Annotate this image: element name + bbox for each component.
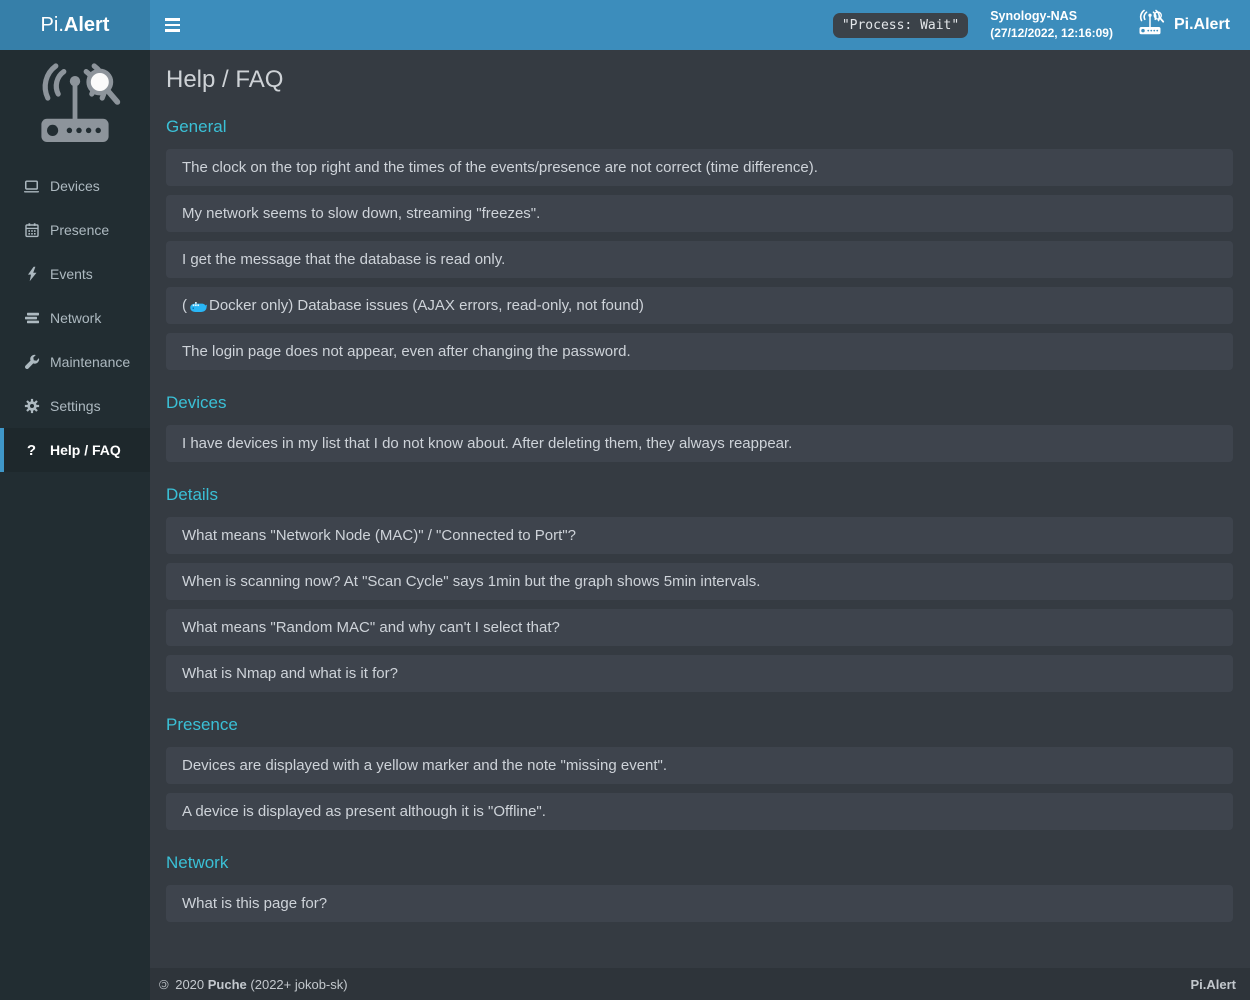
sidebar-item-network[interactable] <box>0 296 150 340</box>
section-heading-network: Network <box>166 853 229 872</box>
laptop-icon <box>23 178 40 195</box>
brand-suffix: Alert <box>63 13 110 36</box>
faq-sections <box>166 117 1233 922</box>
sidebar-toggle-hamburger-icon[interactable] <box>165 0 189 50</box>
faq-item-text: What is this page for? <box>182 895 328 912</box>
faq-item[interactable] <box>166 517 1233 554</box>
top-navbar <box>0 0 1250 50</box>
footer-extra: (2022+ jokob-sk) <box>250 976 348 992</box>
question-icon: ? <box>26 441 37 459</box>
header-pialert-label: Pi.Alert <box>1173 16 1230 33</box>
main-content <box>150 50 1250 968</box>
faq-item-text: When is scanning now? At "Scan Cycle" says 1min but the graph shows 5min intervals. <box>182 573 761 590</box>
sidebar-item-maintenance[interactable] <box>0 340 150 384</box>
navbar-main <box>150 0 1250 50</box>
pialert-router-icon <box>1135 9 1165 42</box>
header-brand-logo[interactable] <box>0 0 150 50</box>
sidebar-item-label: Events <box>50 266 93 282</box>
faq-item[interactable] <box>166 563 1233 600</box>
sidebar-item-events[interactable] <box>0 252 150 296</box>
faq-item[interactable] <box>166 333 1233 370</box>
sidebar-item-label: Settings <box>50 398 101 414</box>
faq-item-text: Docker only) Database issues (AJAX errors, read-only, not found) <box>209 297 644 314</box>
faq-item-text: What is Nmap and what is it for? <box>182 665 398 682</box>
sidebar-item-help-faq[interactable] <box>0 428 150 472</box>
stream-icon <box>23 310 40 327</box>
docker-whale-icon <box>189 300 207 314</box>
faq-item[interactable] <box>166 287 1233 324</box>
header-pialert-link[interactable] <box>1135 9 1235 42</box>
sidebar-item-settings[interactable] <box>0 384 150 428</box>
copyleft-icon: © <box>159 976 169 992</box>
navbar-right <box>833 8 1235 41</box>
gear-icon <box>23 398 40 415</box>
wrench-icon <box>23 354 40 371</box>
faq-item-text: I have devices in my list that I do not know about. After deleting them, they always reappear. <box>182 435 793 452</box>
sidebar <box>0 50 150 1000</box>
pialert-logo-image <box>0 50 150 158</box>
footer-author-link[interactable]: Puche <box>207 976 247 992</box>
faq-item[interactable] <box>166 747 1233 784</box>
faq-item-text: The clock on the top right and the times of the events/presence are not correct (time difference). <box>182 159 818 176</box>
faq-item-text: ( <box>182 297 187 314</box>
sidebar-item-label: Presence <box>50 222 110 238</box>
section-heading-presence: Presence <box>166 715 238 734</box>
host-time: (27/12/2022, 12:16:09) <box>990 26 1113 41</box>
sidebar-item-label: Help / FAQ <box>50 442 121 458</box>
sidebar-item-label: Devices <box>50 178 100 194</box>
faq-item[interactable] <box>166 609 1233 646</box>
sidebar-menu <box>0 164 150 472</box>
page-title: Help / FAQ <box>166 66 284 93</box>
footer-year: 2020 <box>175 976 205 992</box>
faq-item-text: I get the message that the database is read only. <box>182 251 506 268</box>
faq-item[interactable] <box>166 793 1233 830</box>
host-clock-block <box>990 8 1113 41</box>
process-status-badge: "Process: Wait" <box>833 13 968 38</box>
faq-item[interactable] <box>166 425 1233 462</box>
faq-item[interactable] <box>166 885 1233 922</box>
faq-item-text: What means "Random MAC" and why can't I select that? <box>182 619 560 636</box>
footer <box>150 968 1250 1000</box>
calendar-icon <box>23 222 40 239</box>
faq-item[interactable] <box>166 149 1233 186</box>
section-heading-devices: Devices <box>166 393 227 412</box>
footer-left <box>159 977 348 992</box>
faq-item-text: The login page does not appear, even after changing the password. <box>182 343 631 360</box>
brand-prefix: Pi. <box>40 13 64 36</box>
faq-item-text: My network seems to slow down, streaming "freezes". <box>182 205 541 222</box>
faq-item-text: A device is displayed as present although it is "Offline". <box>182 803 546 820</box>
sidebar-item-label: Network <box>50 310 102 326</box>
bolt-icon <box>23 266 40 283</box>
section-heading-details: Details <box>166 485 218 504</box>
host-name: Synology-NAS <box>990 9 1078 24</box>
sidebar-item-label: Maintenance <box>50 354 131 370</box>
faq-item[interactable] <box>166 241 1233 278</box>
faq-item[interactable] <box>166 195 1233 232</box>
section-heading-general: General <box>166 117 227 136</box>
sidebar-item-devices[interactable] <box>0 164 150 208</box>
footer-pialert-label: Pi.Alert <box>1190 976 1236 992</box>
sidebar-item-presence[interactable] <box>0 208 150 252</box>
faq-item[interactable] <box>166 655 1233 692</box>
faq-item-text: What means "Network Node (MAC)" / "Connected to Port"? <box>182 527 576 544</box>
faq-item-text: Devices are displayed with a yellow marker and the note "missing event". <box>182 757 668 774</box>
